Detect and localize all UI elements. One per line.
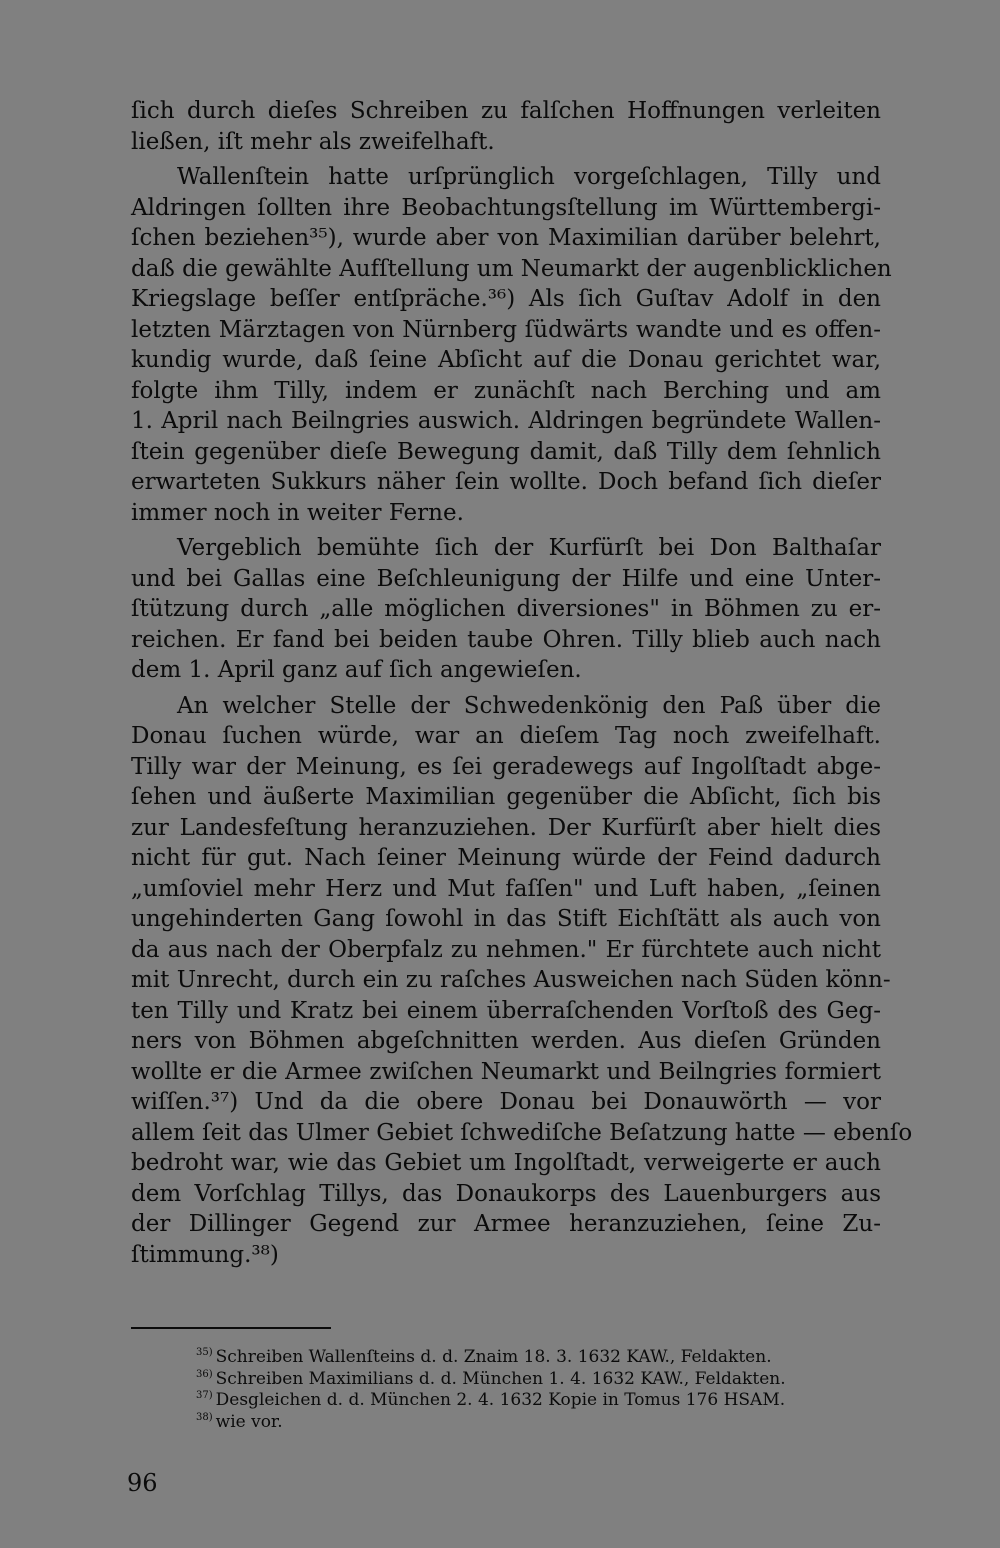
text-line: allem ſeit das Ulmer Gebiet ſchwediſche Beſatzung hatte — ebenſo xyxy=(131,1119,913,1146)
footnote xyxy=(196,1385,882,1410)
footnote xyxy=(196,1364,882,1389)
text-line: ſchen beziehen³⁵), wurde aber von Maximilian darüber belehrt, xyxy=(131,225,881,251)
text-line: ten Tilly und Kratz bei einem überraſchenden Vorſtoß des Geg- xyxy=(131,997,881,1024)
text-line: ließen, iſt mehr als zweifelhaft. xyxy=(131,128,495,155)
footnote-separator xyxy=(131,1327,331,1329)
text-line: 1. April nach Beilngries auswich. Aldringen begründete Wallen- xyxy=(131,408,881,434)
text-line: ſich durch dieſes Schreiben zu falſchen Hoffnungen verleiten xyxy=(131,98,881,124)
text-line: mit Unrecht, durch ein zu raſches Ausweichen nach Süden könn- xyxy=(131,967,891,993)
text-line: erwarteten Sukkurs näher ſein wollte. Doch befand ſich dieſer xyxy=(131,469,881,495)
text-line: ſehen und äußerte Maximilian gegenüber die Abſicht, ſich bis xyxy=(131,784,881,810)
text-line: ners von Böhmen abgeſchnitten werden. Aus dieſen Gründen xyxy=(131,1028,881,1054)
text-line: Vergeblich bemühte ſich der Kurfürſt bei Don Balthaſar xyxy=(177,535,881,561)
footnote-text: Schreiben Maximilians d. d. München 1. 4. 1632 KAW., Feldakten. xyxy=(215,1368,786,1389)
text-line: dem Vorſchlag Tillys, das Donaukorps des Lauenburgers aus xyxy=(131,1180,881,1207)
text-line: bedroht war, wie das Gebiet um Ingolſtadt, verweigerte er auch xyxy=(131,1150,881,1176)
text-line: und bei Gallas eine Beſchleunigung der Hilfe und eine Unter- xyxy=(131,565,881,592)
text-line: kundig wurde, daß ſeine Abſicht auf die Donau gerichtet war, xyxy=(131,347,881,373)
paragraph xyxy=(131,162,892,528)
text-line: ſtützung durch „alle möglichen diversiones" in Böhmen zu er- xyxy=(131,596,881,622)
footnote-text: Schreiben Wallenſteins d. d. Znaim 18. 3. 1632 KAW., Feldakten. xyxy=(215,1347,772,1367)
text-line: wollte er die Armee zwiſchen Neumarkt und Beilngries formiert xyxy=(131,1058,881,1085)
text-line: Wallenſtein hatte urſprünglich vorgeſchlagen, Tilly und xyxy=(177,164,881,190)
text-line: daß die gewählte Aufſtellung um Neumarkt der augenblicklichen xyxy=(131,255,892,282)
text-line: ungehinderten Gang ſowohl in das Stift Eichſtätt als auch von xyxy=(131,906,881,932)
paragraph xyxy=(131,96,881,157)
text-line: An welcher Stelle der Schwedenkönig den Paß über die xyxy=(177,692,881,719)
text-line: Kriegslage beſſer entſpräche.³⁶) Als ſich Guſtav Adolf in den xyxy=(131,286,881,312)
text-line: ſtimmung.³⁸) xyxy=(131,1241,279,1268)
text-line: nicht für gut. Nach ſeiner Meinung würde der Feind dadurch xyxy=(131,845,881,871)
footnote xyxy=(196,1342,882,1367)
page-number: 96 xyxy=(127,1469,158,1497)
text-line: letzten Märztagen von Nürnberg ſüdwärts wandte und es offen- xyxy=(131,316,881,343)
text-line: dem 1. April ganz auf ſich angewieſen. xyxy=(131,657,582,683)
text-line: zur Landesfeſtung heranzuziehen. Der Kurfürſt aber hielt dies xyxy=(131,814,881,841)
text-line: Tilly war der Meinung, es ſei geradewegs auf Ingolſtadt abge- xyxy=(131,753,881,780)
paragraph xyxy=(131,533,881,686)
text-line: wiſſen.³⁷) Und da die obere Donau bei Donauwörth — vor xyxy=(131,1089,881,1115)
footnote-text: wie vor. xyxy=(215,1411,283,1432)
text-line: Aldringen ſollten ihre Beobachtungsſtellung im Württembergi- xyxy=(131,194,881,221)
text-line: Donau ſuchen würde, war an dieſem Tag noch zweifelhaft. xyxy=(131,723,881,749)
footnote-number: 38) xyxy=(196,1411,213,1423)
footnote-number: 36) xyxy=(196,1368,213,1380)
text-line: folgte ihm Tilly, indem er zunächſt nach Berching und am xyxy=(131,377,881,404)
footnote-number: 37) xyxy=(196,1390,213,1401)
text-line: reichen. Er fand bei beiden taube Ohren. Tilly blieb auch nach xyxy=(131,626,881,653)
text-line: „umſoviel mehr Herz und Mut faſſen" und Luft haben, „ſeinen xyxy=(131,875,881,902)
text-line: der Dillinger Gegend zur Armee heranzuziehen, ſeine Zu- xyxy=(131,1211,881,1237)
footnotes xyxy=(196,1342,882,1432)
paragraph xyxy=(131,691,913,1271)
text-line: immer noch in weiter Ferne. xyxy=(131,499,464,526)
footnote-number: 35) xyxy=(196,1347,213,1358)
footnote-text: Desgleichen d. d. München 2. 4. 1632 Kopie in Tomus 176 HSAM. xyxy=(215,1390,786,1410)
body-text xyxy=(131,96,913,1275)
text-line: ſtein gegenüber dieſe Bewegung damit, daß Tilly dem ſehnlich xyxy=(131,438,881,465)
text-line: da aus nach der Oberpfalz zu nehmen." Er fürchtete auch nicht xyxy=(131,936,881,963)
